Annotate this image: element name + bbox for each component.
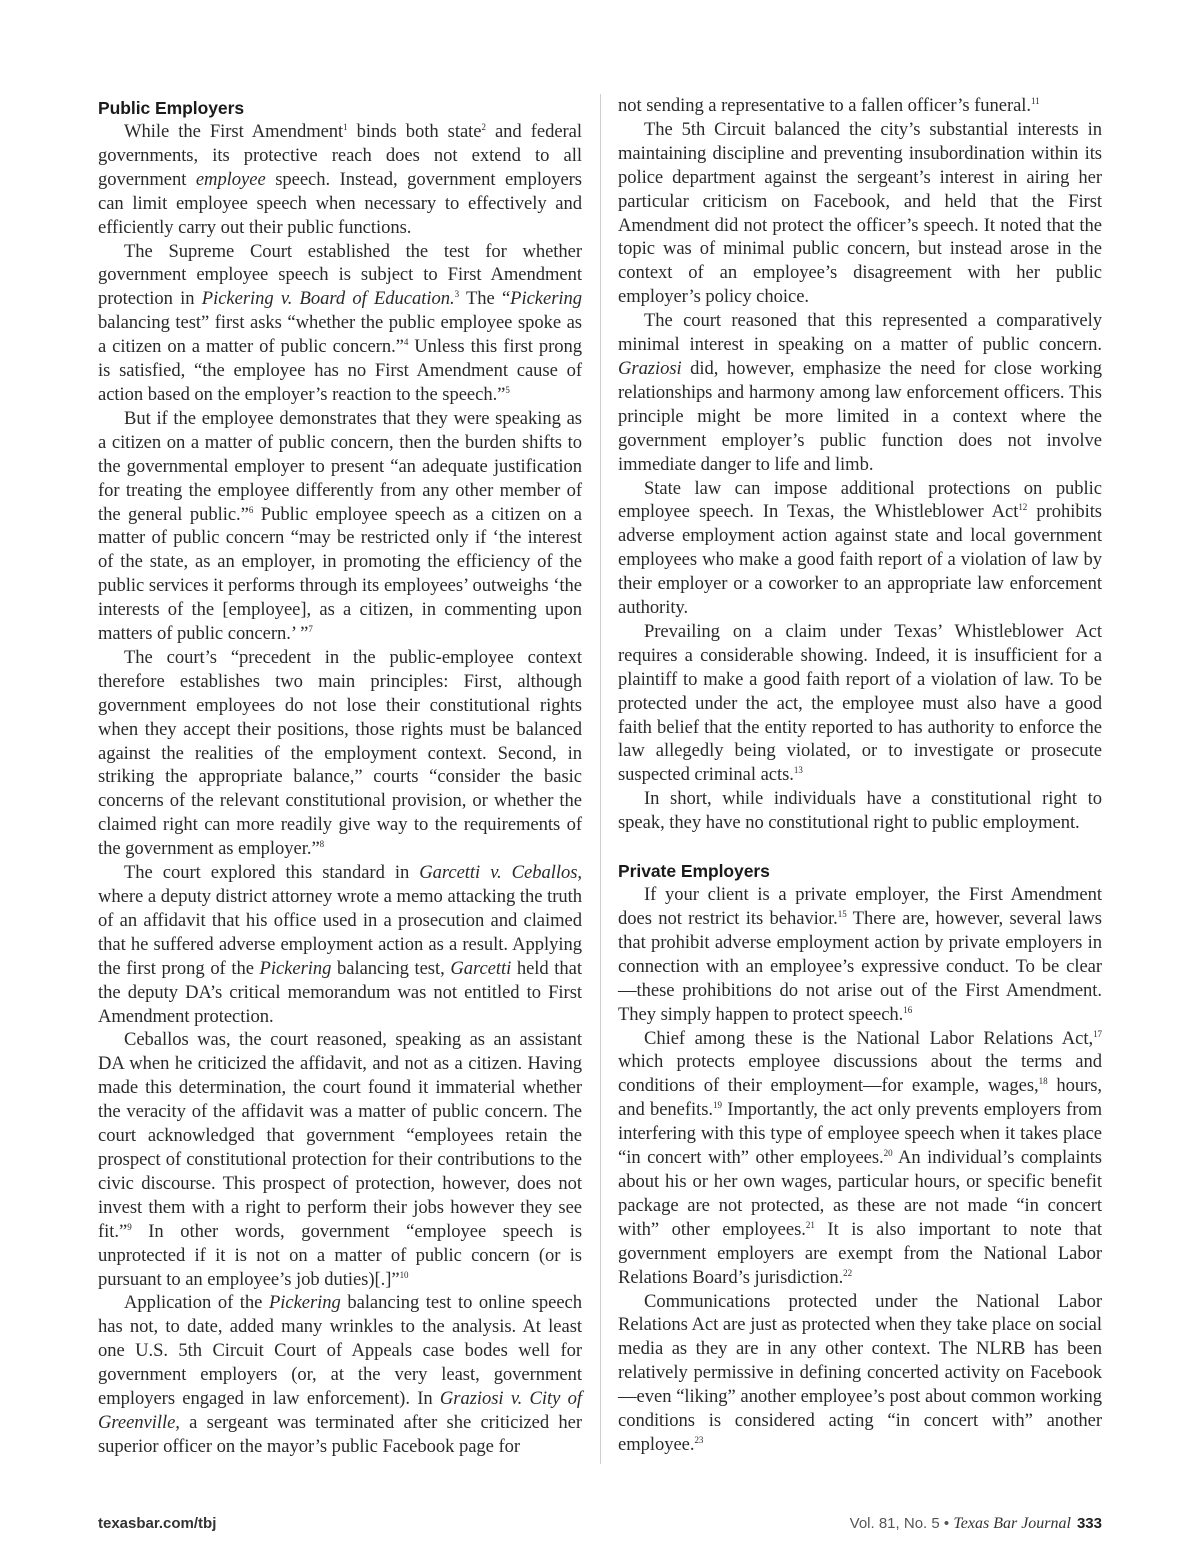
footnote-ref: 3 — [454, 289, 460, 300]
footnote-ref: 11 — [1031, 95, 1040, 106]
footnote-ref: 23 — [694, 1434, 704, 1445]
paragraph: While the First Amendment$^1$ binds both state$^2$ and federal governments, its protective reach does not extend to all government employee speech. Instead, government employers can limit employee speech when necessary to effectively and efficiently carry out their public functions. — [98, 121, 582, 238]
footnote-ref: 20 — [883, 1147, 893, 1158]
footnote-ref: 6 — [248, 504, 254, 515]
paragraph: Communications protected under the National Labor Relations Act are just as protected when they take place on social media as they are in any other context. The NLRB has been relatively permissive in defining concerted activity on Facebook—even “liking” another employee’s post about common working conditions is considered acting “in concert with” another employee.$^{23}$ — [618, 1290, 1102, 1455]
footnote-ref: 8 — [319, 839, 325, 849]
footer-journal-name: Texas Bar Journal — [953, 1515, 1071, 1532]
footer-bullet: • — [943, 1515, 950, 1532]
paragraph: The court reasoned that this represented a comparatively minimal interest in speaking on a matter of public concern. Graziosi did, however, emphasize the need for close working relationships and harmony among law enforcement officers. This principle might be more limited in a context where the government employer’s public function does not involve immediate danger to life and limb. — [618, 310, 1102, 475]
footnote-ref: 16 — [903, 1004, 913, 1015]
paragraph: Ceballos was, the court reasoned, speaking as an assistant DA when he criticized the affidavit, and not as a citizen. Having made this determination, the court found it immaterial whether the veracity of the affidavit was a matter of public concern. The court acknowledged that government “employees retain the prospect of constitutional protection for their contributions to the civic discourse. This prospect of protection, however, does not invest them with a right to perform their jobs however they see fit.”$^9$ In other words, government “employee speech is unprotected if it is not on a matter of public concern (or is pursuant to an employee’s job duties)[.]”$^{10}$ — [98, 1029, 582, 1290]
footnote-ref: 4 — [403, 336, 409, 347]
paragraph: The court’s “precedent in the public-employee context therefore establishes two main principles: First, although government employees do not lose their constitutional rights when they accept their positions, those rights must be balanced against the realities of the employment context. Second, in striking the appropriate balance,” courts “consider the basic concerns of the relevant constitutional provision, or whether the claimed right can more readily give way to the requirements of the government as employer.”$^8$ — [98, 646, 582, 860]
paragraph: But if the employee demonstrates that they were speaking as a citizen on a matter of public concern, then the burden shifts to the governmental employer to present “an adequate justification for treating the employee differently from any other member of the general public.”$^6$ Public employee speech as a citizen on a matter of public concern “may be restricted only if ‘the interest of the state, as an employer, in promoting the efficiency of the public services it performs through its employees’ outweighs ‘the interests of the [employee], as a citizen, in commenting upon matters of public concern.’ ”$^7$ — [98, 407, 582, 645]
section-heading-private-employers: Private Employers — [618, 861, 770, 882]
paragraph-continued: not sending a representative to a fallen officer’s funeral.$^{11}$ — [618, 95, 1040, 116]
column-divider — [600, 94, 601, 1464]
paragraph: Chief among these is the National Labor Relations Act,$^{17}$ which protects employee discussions about the terms and conditions of their employment—for example, wages,$^{18}$ hours, and benefits.$^{19}$ Importantly, the act only prevents employers from interfering with this type of employee speech when it takes place “in concert with” other employees.$^{20}$ An individual’s complaints about his or her own wages, particular hours, or specific benefit package are not protected, as these are not made “in concert with” other employees.$^{21}$ It is also important to note that government employers are exempt from the National Labor Relations Board’s jurisdiction.$^{22}$ — [618, 1027, 1103, 1288]
section-heading-public-employers: Public Employers — [98, 98, 245, 118]
left-column — [98, 96, 582, 1459]
footnote-ref: 13 — [793, 765, 803, 776]
section-gap — [618, 835, 1102, 859]
footnote-ref: 21 — [805, 1219, 815, 1230]
footer-url-link[interactable]: texasbar.com/tbj — [98, 1515, 217, 1532]
page-footer — [98, 1515, 1102, 1535]
footnote-ref: 5 — [505, 384, 510, 395]
footnote-ref: 17 — [1093, 1028, 1102, 1039]
footer-volume: Vol. 81, No. 5 — [849, 1515, 940, 1532]
page-number: 333 — [1076, 1515, 1102, 1532]
paragraph: Application of the Pickering balancing test to online speech has not, to date, added many wrinkles to the analysis. At least one U.S. 5th Circuit Court of Appeals case bodes well for government employers (or, at the very least, government employers engaged in law enforcement). In Graziosi v. City of Greenville, a sergeant was terminated after she criticized her superior officer on the mayor’s public Facebook page for — [98, 1292, 582, 1457]
footnote-ref: 12 — [1018, 502, 1028, 513]
footnote-ref: 2 — [481, 121, 486, 132]
paragraph: State law can impose additional protections on public employee speech. In Texas, the Whistleblower Act$^{12}$ prohibits adverse employment action against state and local government employees who make a good faith report of a violation of law by their employer or a coworker to an appropriate law enforcement authority. — [618, 477, 1102, 619]
footnote-ref: 9 — [127, 1221, 132, 1232]
footer-citation — [850, 1515, 1102, 1533]
right-column — [618, 94, 1102, 1457]
footnote-ref: 1 — [343, 121, 348, 132]
paragraph: If your client is a private employer, the First Amendment does not restrict its behavior.$^{15}$ There are, however, several laws that prohibit adverse employment action by private employers in connection with an employee’s expressive conduct. To be clear—these prohibitions do not arise out of the First Amendment. They simply happen to protect speech.$^{16}$ — [618, 884, 1102, 1025]
paragraph: The 5th Circuit balanced the city’s substantial interests in maintaining discipline and preventing insubordination within its police department against the sergeant’s interest in airing her particular criticism on Facebook, and held that the First Amendment did not protect the officer’s speech. It noted that the topic was of minimal public concern, but instead arose in the context of an employee’s disagreement with her public employer’s policy choice. — [618, 118, 1102, 308]
footnote-ref: 22 — [843, 1267, 853, 1278]
footnote-ref: 19 — [713, 1100, 722, 1111]
footnote-ref: 7 — [308, 623, 313, 634]
paragraph: The Supreme Court established the test for whether government employee speech is subject to First Amendment protection in Pickering v. Board of Education.$^3$ The “Pickering balancing test” first asks “whether the public employee spoke as a citizen on a matter of public concern.”$^4$ Unless this first prong is satisfied, “the employee has no First Amendment cause of action based on the employer’s reaction to the speech.”$^5$ — [98, 240, 582, 405]
paragraph: Prevailing on a claim under Texas’ Whistleblower Act requires a considerable showing. Indeed, it is insufficient for a plaintiff to make a good faith report of a violation of law. To be protected under the act, the employee must also have a good faith belief that the entity reported to has authority to enforce the law allegedly being violated, or to investigate or prosecute suspected criminal acts.$^{13}$ — [618, 620, 1102, 786]
paragraph: The court explored this standard in Garcetti v. Ceballos, where a deputy district attorney wrote a memo attacking the truth of an affidavit that his office used in a prosecution and claimed that he suffered adverse employment action as a result. Applying the first prong of the Pickering balancing test, Garcetti held that the deputy DA’s critical memorandum was not entitled to First Amendment protection. — [98, 862, 582, 1027]
footnote-ref: 10 — [399, 1269, 409, 1280]
footnote-ref: 18 — [1038, 1076, 1048, 1087]
paragraph: In short, while individuals have a constitutional right to speak, they have no constitutional right to public employment. — [618, 788, 1102, 834]
footnote-ref: 15 — [837, 908, 847, 919]
